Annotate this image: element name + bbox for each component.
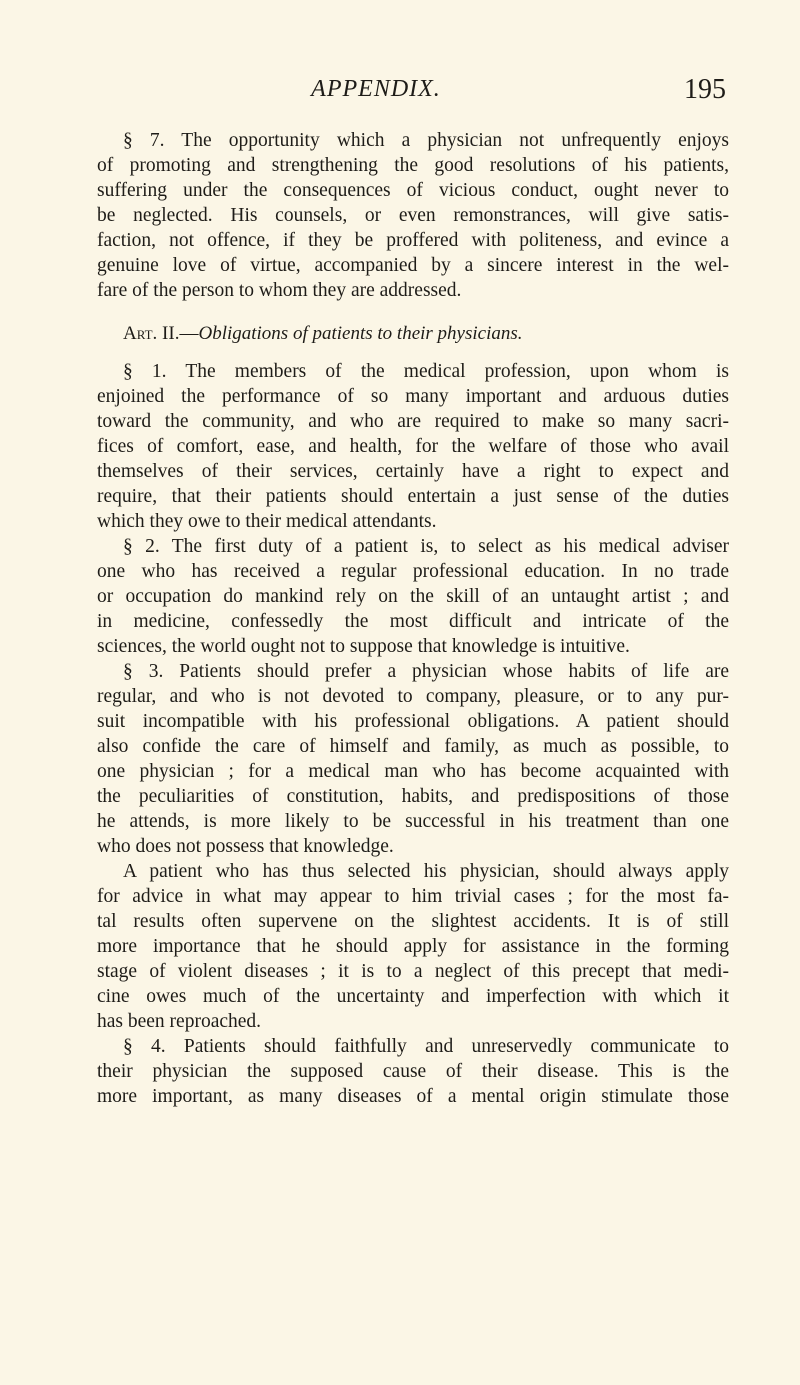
paragraph-section-4 <box>97 1034 729 1109</box>
text-line: § 7. The opportunity which a physician not unfrequently enjoys <box>123 130 729 151</box>
text-line: cine owes much of the uncertainty and imperfection with which it <box>97 986 729 1007</box>
text-line: toward the community, and who are required to make so many sacri- <box>97 411 729 432</box>
text-line: genuine love of virtue, accompanied by a sincere interest in the wel- <box>97 255 729 276</box>
text-line: require, that their patients should entertain a just sense of the duties <box>97 486 729 507</box>
page-number: 195 <box>684 74 726 105</box>
text-line: sciences, the world ought not to suppose that knowledge is intuitive. <box>97 636 630 657</box>
text-line: also confide the care of himself and family, as much as possible, to <box>97 736 729 757</box>
article-title: Obligations of patients to their physicians. <box>198 323 523 344</box>
text-line: enjoined the performance of so many important and arduous duties <box>97 386 729 407</box>
text-line: for advice in what may appear to him trivial cases ; for the most fa- <box>97 886 729 907</box>
paragraph-section-2 <box>97 534 729 659</box>
text-line: one physician ; for a medical man who has become acquainted with <box>97 761 729 782</box>
text-line: who does not possess that knowledge. <box>97 836 394 857</box>
text-line: stage of violent diseases ; it is to a neglect of this precept that medi- <box>97 961 729 982</box>
text-line: one who has received a regular professional education. In no trade <box>97 561 729 582</box>
article-label: Art. II. <box>123 323 180 344</box>
text-line: § 2. The first duty of a patient is, to select as his medical adviser <box>123 536 729 557</box>
running-title: APPENDIX. <box>311 76 441 102</box>
paragraph-section-1 <box>97 359 729 534</box>
text-line: in medicine, confessedly the most difficult and intricate of the <box>97 611 729 632</box>
text-line: § 3. Patients should prefer a physician whose habits of life are <box>123 661 729 682</box>
paragraph-section-7 <box>97 128 729 303</box>
text-line: or occupation do mankind rely on the skill of an untaught artist ; and <box>97 586 729 607</box>
text-line: suffering under the consequences of vicious conduct, ought never to <box>97 180 729 201</box>
text-line: A patient who has thus selected his physician, should always apply <box>123 861 729 882</box>
text-line: he attends, is more likely to be successful in his treatment than one <box>97 811 729 832</box>
article-dash: — <box>179 323 199 344</box>
text-line: the peculiarities of constitution, habits, and predispositions of those <box>97 786 729 807</box>
body-text <box>97 128 729 1109</box>
paragraph-section-3 <box>97 659 729 859</box>
text-line: has been reproached. <box>97 1011 262 1032</box>
text-line: tal results often supervene on the slightest accidents. It is of still <box>97 911 729 932</box>
paragraph-section-3-continued <box>97 859 729 1034</box>
text-line: of promoting and strengthening the good resolutions of his patients, <box>97 155 729 176</box>
text-line: fare of the person to whom they are addressed. <box>97 280 462 301</box>
page-header <box>96 76 726 116</box>
article-heading <box>97 319 729 349</box>
text-line: their physician the supposed cause of their disease. This is the <box>97 1061 729 1082</box>
text-line: be neglected. His counsels, or even remonstrances, will give satis- <box>97 205 729 226</box>
text-line: faction, not offence, if they be proffered with politeness, and evince a <box>97 230 729 251</box>
text-line: which they owe to their medical attendants. <box>97 511 437 532</box>
text-line: § 4. Patients should faithfully and unreservedly communicate to <box>123 1036 729 1057</box>
text-line: more importance that he should apply for assistance in the forming <box>97 936 729 957</box>
text-line: fices of comfort, ease, and health, for the welfare of those who avail <box>97 436 729 457</box>
text-line: themselves of their services, certainly have a right to expect and <box>97 461 729 482</box>
text-line: regular, and who is not devoted to company, pleasure, or to any pur- <box>97 686 729 707</box>
text-line: § 1. The members of the medical profession, upon whom is <box>123 361 729 382</box>
text-line: suit incompatible with his professional obligations. A patient should <box>97 711 729 732</box>
text-line: more important, as many diseases of a mental origin stimulate those <box>97 1086 729 1107</box>
